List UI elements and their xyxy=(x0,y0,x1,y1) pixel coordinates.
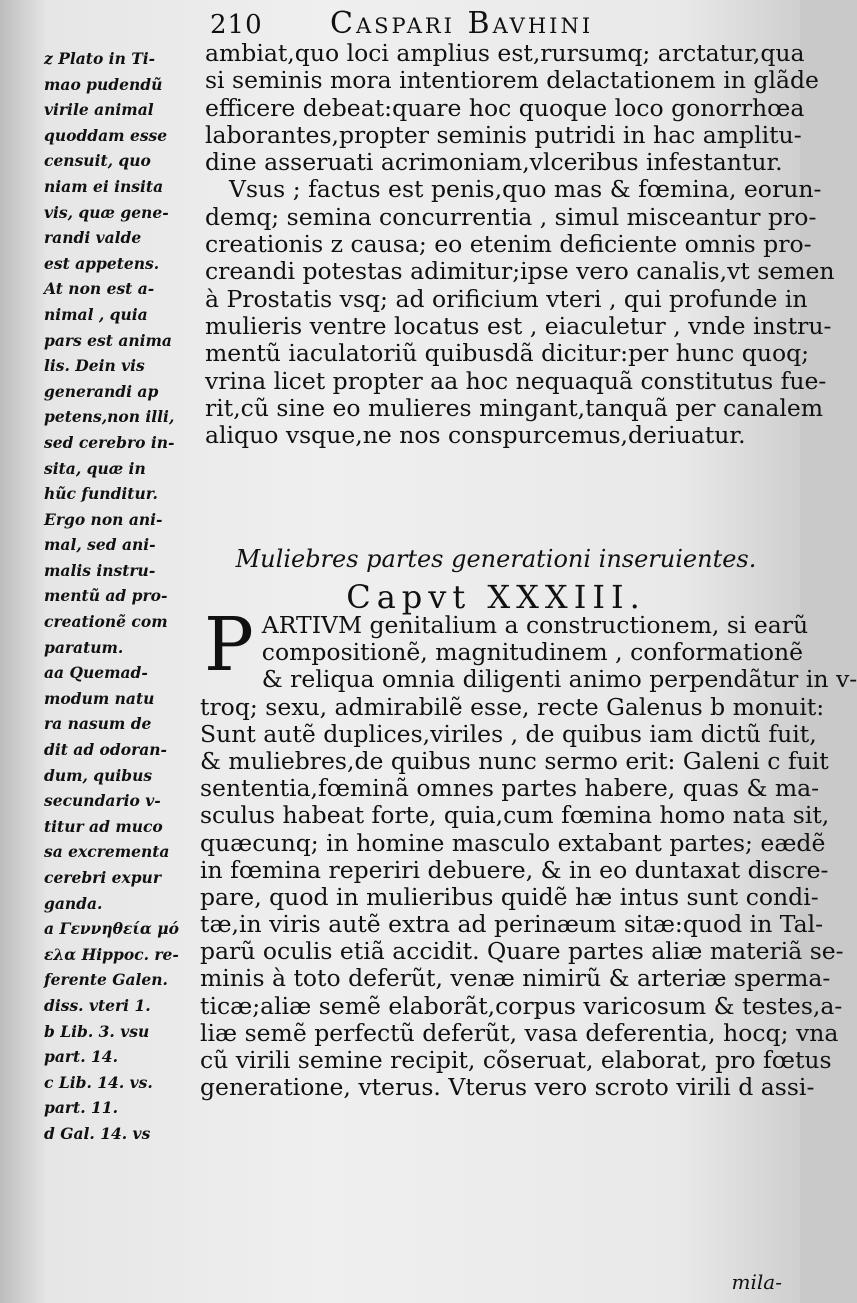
margin-note-line: creationẽ com xyxy=(44,612,168,632)
chapter-text-line: & reliqua omnia diligenti animo perpendãtur in v- xyxy=(261,665,857,694)
chapter-text-line: & muliebres,de quibus nunc sermo erit: Galeni c fuit xyxy=(200,746,829,775)
margin-note-line: a Γεννηθεία μό xyxy=(44,919,179,939)
chapter-text-line: liæ semẽ perfectũ deferũt, vasa deferentia, hocq; vna xyxy=(200,1018,839,1047)
section-title: Muliebres partes generationi inseruientes. xyxy=(235,545,757,573)
text-line: creandi potestas adimitur;ipse vero canalis,vt semen xyxy=(205,257,835,286)
text-line: creationis z causa; eo etenim deficiente omnis pro- xyxy=(205,230,812,259)
chapter-text-line: compositionẽ, magnitudinem , conformationẽ xyxy=(261,638,804,667)
margin-notes xyxy=(44,46,202,1147)
margin-note-line: generandi ap xyxy=(44,381,159,401)
margin-note-line: aa Quemad- xyxy=(44,663,148,683)
text-line: rit,cũ sine eo mulieres mingant,tanquã per canalem xyxy=(205,393,824,422)
margin-note-line: paratum. xyxy=(44,637,124,657)
margin-note-line: mentũ ad pro- xyxy=(44,586,168,606)
text-line: demq; semina concurrentia , simul misceantur pro- xyxy=(205,202,817,231)
chapter-text-line: ARTIVM genitalium a constructionem, si earũ xyxy=(261,611,809,639)
margin-note-line: part. 11. xyxy=(44,1098,118,1118)
chapter-text-line: troq; sexu, admirabilẽ esse, recte Galenus b monuit: xyxy=(200,692,825,721)
margin-note-line: sa excrementa xyxy=(44,842,170,862)
margin-note-line: hũc funditur. xyxy=(44,484,158,504)
text-line: si seminis mora intentiorem delactationem in glãde xyxy=(205,66,819,95)
margin-note-line: vis, quæ gene- xyxy=(44,202,169,222)
margin-note-line: lis. Dein vis xyxy=(44,356,145,376)
margin-note-line: ferente Galen. xyxy=(44,970,168,990)
margin-note-line: c Lib. 14. vs. xyxy=(44,1072,153,1092)
margin-note-line: b Lib. 3. vsu xyxy=(44,1021,150,1041)
margin-note-line: diss. vteri 1. xyxy=(44,995,151,1015)
margin-note-line: nimal , quia xyxy=(44,304,148,324)
margin-note-line: virile animal xyxy=(44,100,154,120)
margin-note-line: dum, quibus xyxy=(44,765,153,785)
main-text-block xyxy=(205,39,835,450)
chapter-text-line: pare, quod in mulieribus quidẽ hæ intus sunt condi- xyxy=(200,882,819,911)
margin-note-line: part. 14. xyxy=(44,1047,118,1067)
margin-note-line: petens,non illi, xyxy=(44,407,175,427)
margin-note-line: sita, quæ in xyxy=(44,458,146,478)
text-line: dine asseruati acrimoniam,vlceribus infestantur. xyxy=(205,148,783,177)
margin-note-line: z Plato in Ti- xyxy=(44,49,156,68)
margin-note-line: mal, sed ani- xyxy=(44,535,156,555)
chapter-text-line: in fœmina reperiri debuere, & in eo duntaxat discre- xyxy=(200,855,829,884)
page-header xyxy=(0,4,800,44)
chapter-text-line: tæ,in viris autẽ extra ad perinæum sitæ:quod in Tal- xyxy=(200,910,824,939)
drop-cap: P xyxy=(204,602,254,688)
chapter-text-line: sculus habeat forte, quia,cum fœmina homo nata sit, xyxy=(200,801,830,830)
text-line: à Prostatis vsq; ad orificium vteri , qui profunde in xyxy=(205,284,808,313)
chapter-text-line: sententia,fœminã omnes partes habere, quas & ma- xyxy=(200,774,820,803)
margin-note-line: est appetens. xyxy=(44,253,160,273)
chapter-text-line: minis à toto deferũt, venæ nimirũ & arteriæ sperma- xyxy=(200,964,831,993)
margin-note-line: ganda. xyxy=(44,893,103,913)
text-line: ambiat,quo loci amplius est,rursumq; arctatur,qua xyxy=(205,39,805,67)
margin-note-line: pars est anima xyxy=(44,330,172,350)
page-number: 210 xyxy=(210,10,263,40)
text-line: laborantes,propter seminis putridi in hac amplitu- xyxy=(205,120,802,149)
catchword: mila- xyxy=(731,1270,782,1294)
chapter-text-line: ticæ;aliæ semẽ elaborãt,corpus varicosum & testes,a- xyxy=(200,991,843,1020)
margin-note-line: sed cerebro in- xyxy=(44,432,175,452)
chapter-body xyxy=(200,602,857,1102)
margin-note-line: randi valde xyxy=(44,228,142,248)
text-line: mulieris ventre locatus est , eiaculetur , vnde instru- xyxy=(205,311,832,340)
margin-note-line: modum natu xyxy=(44,688,155,708)
chapter-heading: Capvt XXXIII. xyxy=(346,578,646,616)
chapter-text-line: quæcunq; in homine masculo extabant partes; eædẽ xyxy=(200,828,826,857)
margin-note-line: titur ad muco xyxy=(44,816,163,836)
chapter-text-line: cũ virili semine recipit, cõseruat, elaborat, pro fœtus xyxy=(200,1046,832,1074)
margin-note-line: censuit, quo xyxy=(44,151,151,171)
text-line: efficere debeat:quare hoc quoque loco gonorrhœa xyxy=(205,93,805,122)
text-line: vrina licet propter aa hoc nequaquã constitutus fue- xyxy=(205,366,827,395)
margin-note-line: mao pudendũ xyxy=(44,74,163,94)
chapter-text-line: generatione, vterus. Vterus vero scroto virili d assi- xyxy=(200,1073,815,1102)
margin-note-line: ra nasum de xyxy=(44,714,152,734)
margin-note-line: At non est a- xyxy=(44,279,155,299)
chapter-text-line: parũ oculis etiã accidit. Quare partes aliæ materiã se- xyxy=(200,937,844,966)
margin-note-line: secundario v- xyxy=(44,791,161,811)
chapter-text-line: Sunt autẽ duplices,viriles , de quibus iam dictũ fuit, xyxy=(200,719,817,748)
margin-note-line: niam ei insita xyxy=(44,176,164,196)
margin-note-line: d Gal. 14. vs xyxy=(44,1123,151,1143)
margin-note-line: quoddam esse xyxy=(44,125,168,145)
text-line: Vsus ; factus est penis,quo mas & fœmina, eorun- xyxy=(229,175,822,204)
margin-note-line: Ergo non ani- xyxy=(44,509,163,529)
margin-note-line: cerebri expur xyxy=(44,868,161,887)
margin-note-line: ελα Hippoc. re- xyxy=(44,944,179,964)
margin-note-line: dit ad odoran- xyxy=(44,740,167,760)
margin-note-line: malis instru- xyxy=(44,560,156,580)
text-line: mentũ iaculatoriũ quibusdã dicitur:per hunc quoq; xyxy=(205,339,810,368)
text-line: aliquo vsque,ne nos conspurcemus,deriuatur. xyxy=(205,421,746,450)
running-head: Caspari Bavhini xyxy=(330,6,594,41)
